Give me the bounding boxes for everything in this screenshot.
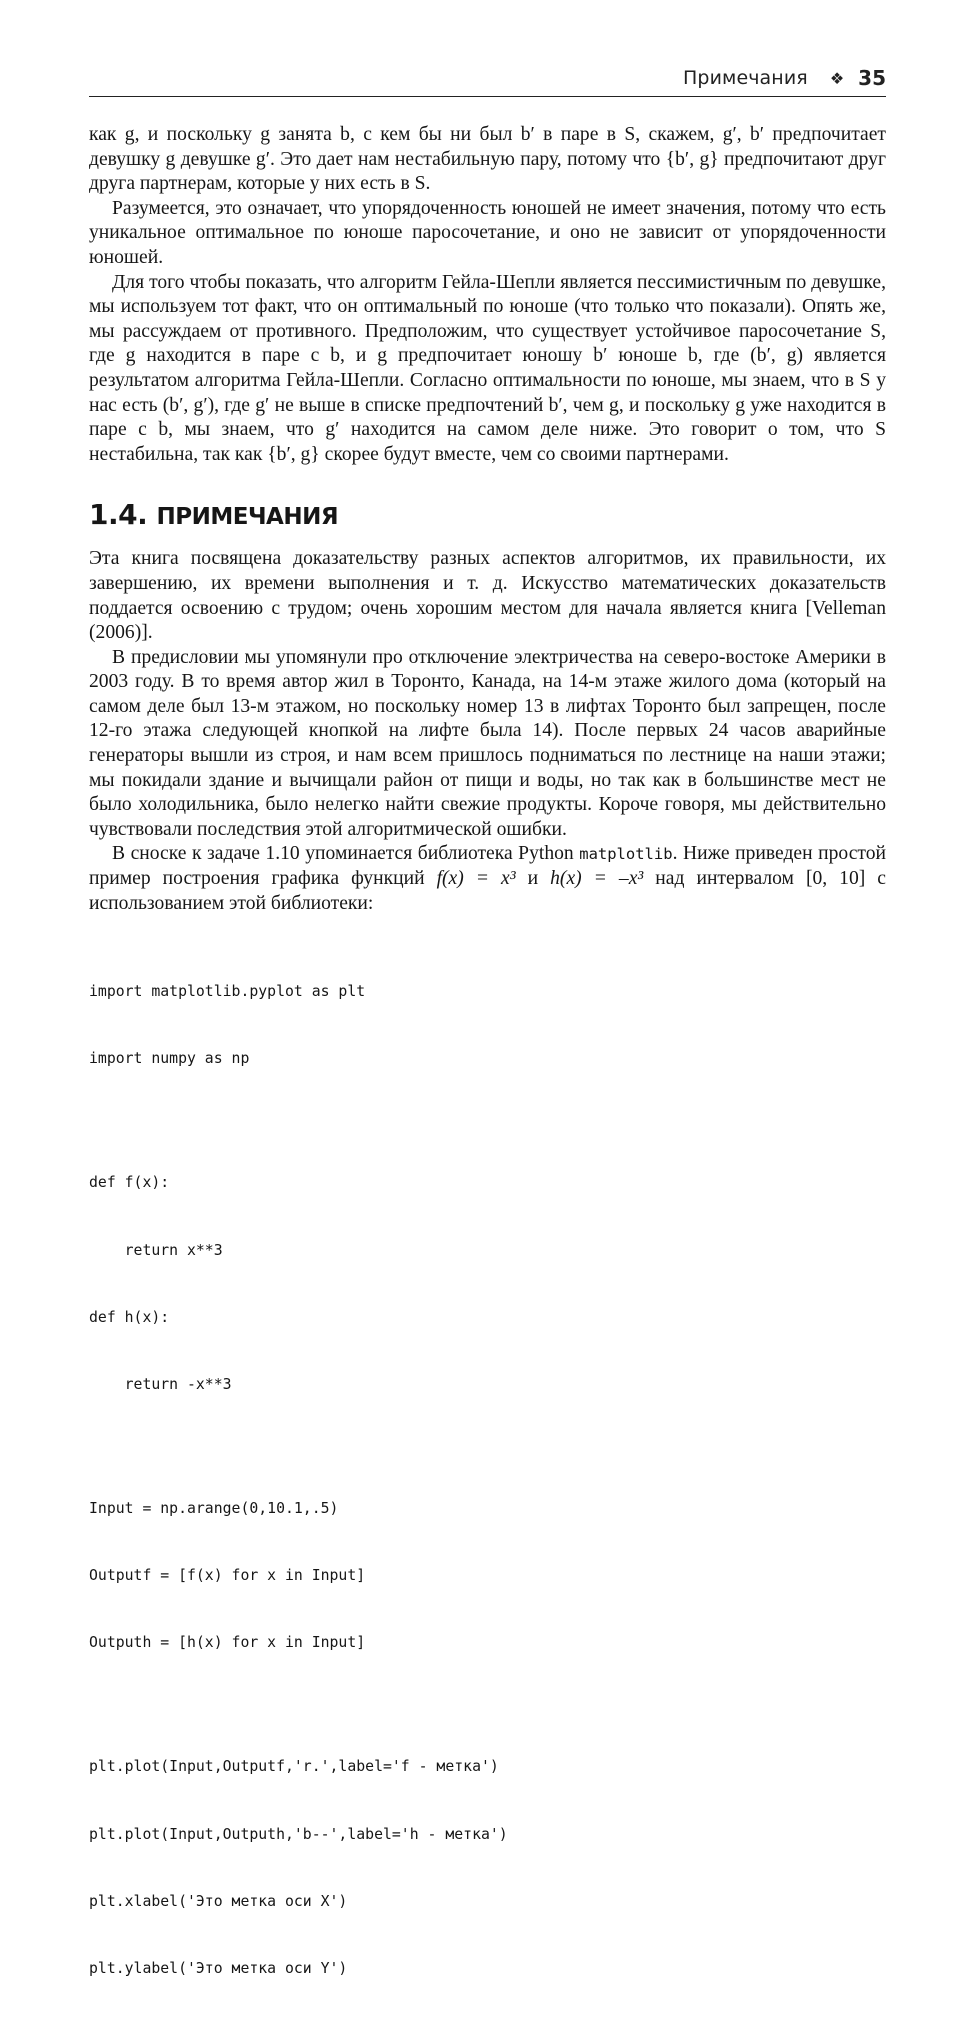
text-run: . Ниже приведен простой пример построения графика функций [89, 843, 886, 890]
paragraph: Эта книга посвящена доказательству разных аспектов алгоритмов, их правильности, их завершению, их времени выполнения и т. д. Искусство математических доказательств поддается освоению с трудом; очень хорошим местом для начала является книга [Velleman (2006)]. [89, 548, 886, 644]
page-body [89, 123, 886, 2025]
paragraph: Для того чтобы показать, что алгоритм Гейла-Шепли является пессимистичным по девушке, мы используем тот факт, что он оптимальный по юноше (что только что показали). Опять же, мы рассуждаем от противного. Предположим, что существует устойчивое паросочетание S, где g находится в паре с b, и g предпочитает юношу b′ юноше b, где (b′, g) является результатом алгоритма Гейла-Шепли. Согласно оптимальности по юноше, мы знаем, что в S у нас есть (b′, g′), где g′ не выше в списке предпочтений b′, чем g, и поскольку g уже находится в паре с b, мы знаем, что g′ находится на самом деле ниже. Это говорит о том, что S нестабильна, так как {b′, g} скорее будут вместе, чем со своими партнерами. [89, 271, 886, 465]
running-header-section: Примечания [683, 67, 808, 89]
code-line: Outputh = [h(x) for x in Input] [89, 1634, 366, 1652]
paragraph: В предисловии мы упомянули про отключение электричества на северо-востоке Америки в 2003 году. В то время автор жил в Торонто, Канада, на 14-м этаже жилого дома (который на самом деле был 13-м этажом, но поскольку номер 13 в лифтах Торонто был запрещен, после 12-го этажа следующей кнопкой на лифте была 14). После первых 24 часов аварийные генераторы вышли из строя, и нам всем пришлось подниматься по лестнице на наши этажи; мы покидали здание и вычищали район от пищи и воды, но так как в большинстве мест не было холодильника, было нелегко найти свежие продукты. Короче говоря, мы действительно чувствовали последствия этой алгоритмической ошибки. [89, 646, 886, 840]
text-run: над интервалом [0, 10] с использованием этой библиотеки: [89, 868, 887, 914]
formula: h(x) = –x³ [550, 868, 644, 890]
paragraph [89, 842, 886, 916]
page-number: 35 [858, 66, 886, 90]
formula: f(x) = x³ [436, 868, 516, 890]
inline-code: matplotlib [579, 845, 673, 864]
code-line: import matplotlib.pyplot as plt [89, 983, 366, 1001]
code-line: plt.plot(Input,Outputf,'r.',label='f - метка') [89, 1758, 499, 1776]
code-line: plt.ylabel('Это метка оси Y') [89, 1960, 348, 1978]
paragraph: как g, и поскольку g занята b, с кем бы ни был b′ в паре в S, скажем, g′, b′ предпочитает девушку g девушке g′. Это дает нам нестабильную пару, потому что {b′, g} предпочитают друг друга партнерам, которые у них есть в S. [89, 124, 886, 195]
code-line: Input = np.arange(0,10.1,.5) [89, 1499, 339, 1517]
text-run: В сноске к задаче 1.10 упоминается библиотека Python [112, 843, 580, 865]
section-title: ПРИМЕЧАНИЯ [156, 504, 339, 531]
code-listing [89, 936, 886, 2025]
paragraph: Разумеется, это означает, что упорядоченность юношей не имеет значения, потому что есть уникальное оптимальное по юноше паросочетание, и оно не зависит от упорядоченности юношей. [89, 197, 886, 268]
code-line: return x**3 [89, 1241, 223, 1259]
code-line: Outputf = [f(x) for x in Input] [89, 1567, 366, 1585]
section-heading [89, 498, 886, 534]
code-line: def f(x): [89, 1174, 170, 1192]
code-line: def h(x): [89, 1308, 170, 1326]
code-line: import numpy as np [89, 1050, 250, 1068]
running-header [89, 60, 886, 97]
code-line: plt.xlabel('Это метка оси X') [89, 1892, 348, 1910]
section-number: 1.4. [89, 498, 148, 532]
code-line: return -x**3 [89, 1375, 232, 1393]
code-line: plt.plot(Input,Outputh,'b--',label='h - метка') [89, 1825, 508, 1843]
diamond-icon: ❖ [829, 68, 845, 88]
text-run: и [515, 868, 551, 890]
